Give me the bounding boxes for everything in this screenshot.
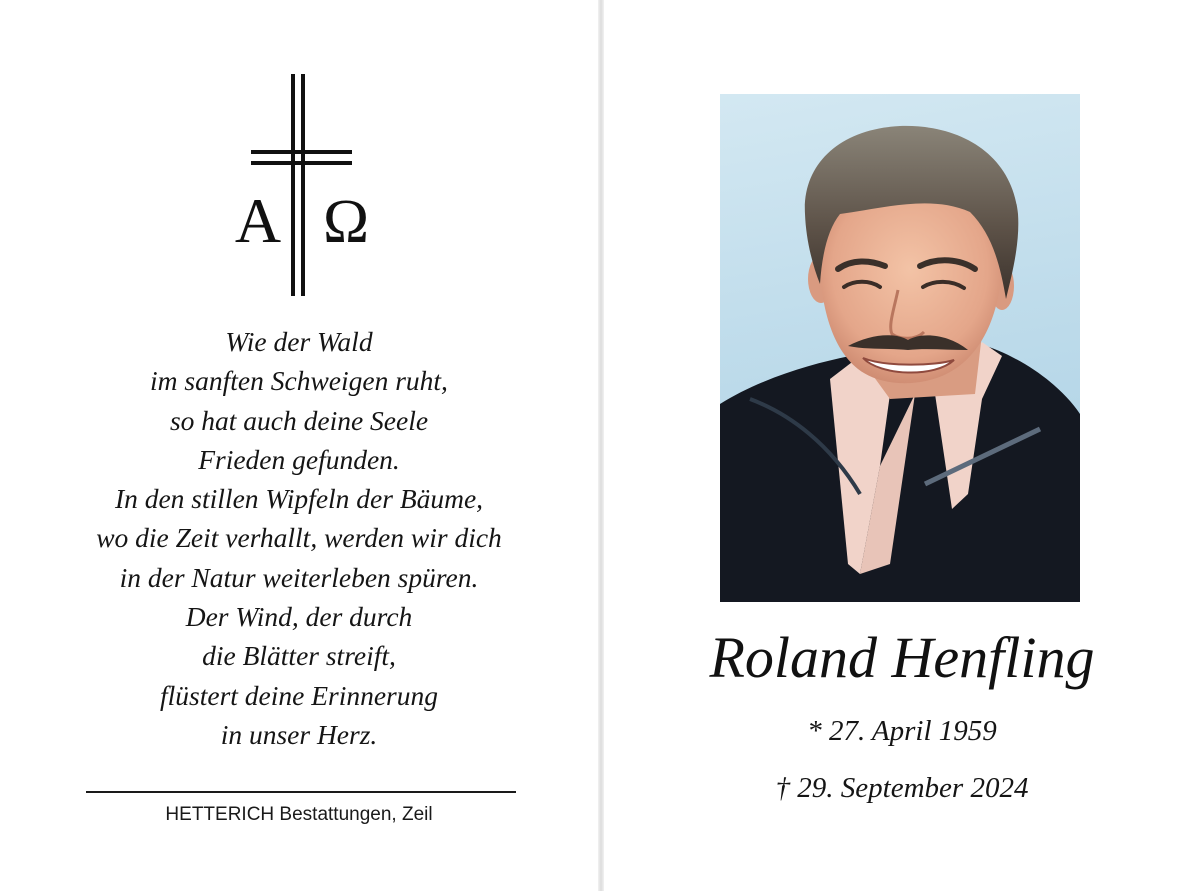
poem-line: die Blätter streift, [202,640,396,672]
alpha-omega-cross-icon [222,74,382,296]
poem-line: in der Natur weiterleben spüren. [119,561,479,593]
poem-line: Frieden gefunden. [198,443,400,475]
birth-date: * 27. April 1959 [807,715,997,747]
poem-line: Der Wind, der durch [185,601,413,633]
poem-line: in unser Herz. [220,718,378,750]
deceased-name: Roland Henfling [709,625,1095,690]
poem-line: wo die Zeit verhallt, werden wir dich [96,522,502,554]
poem-line: Wie der Wald [225,326,373,357]
poem-line: im sanften Schweigen ruht, [150,365,448,397]
imprint-divider [86,791,516,793]
death-date: † 29. September 2024 [775,772,1029,804]
funeral-home-imprint: HETTERICH Bestattungen, Zeil [165,804,433,825]
poem-line: In den stillen Wipfeln der Bäume, [114,483,484,515]
alpha-letter: A [234,185,282,256]
poem-line: flüstert deine Erinnerung [159,679,439,711]
poem [0,322,598,754]
omega-letter: Ω [322,188,370,256]
portrait-photo [720,94,1080,602]
poem-line: so hat auch deine Seele [169,404,429,436]
